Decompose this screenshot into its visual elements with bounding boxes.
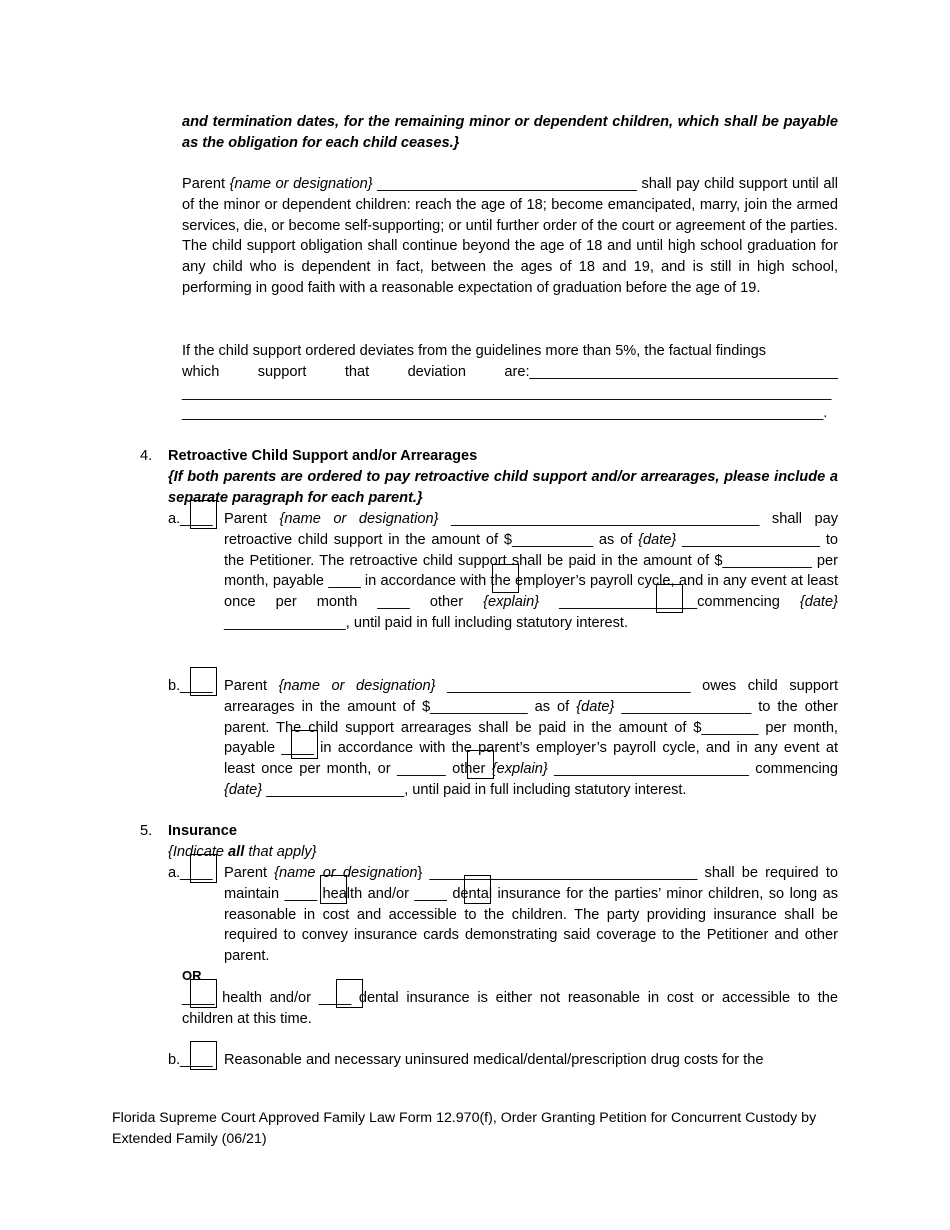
checkbox-4a-parent[interactable]	[190, 500, 217, 529]
item-4a-pre: ____	[180, 511, 213, 527]
footer-line-2: Extended Family (06/21)	[112, 1131, 267, 1147]
checkbox-4b-parent[interactable]	[190, 667, 217, 696]
section-5-title: Insurance	[168, 823, 237, 839]
section-4-number: 4.	[140, 448, 153, 464]
section-4-note: {If both parents are ordered to pay retroactive child support and/or arrearages, please include a separate paragraph for each parent.}	[168, 469, 838, 506]
or-label: OR	[182, 968, 202, 983]
deviation-paragraph: If the child support ordered deviates from the guidelines more than 5%, the factual findings which support that deviation are:______________________________________ ________________________________________________________________________________ _______________________________________________________________________________.	[182, 341, 838, 424]
item-4a-text: Parent {name or designation} ______________________________________ shall pay retroactive child support in the amount of $__________ as of {date} _________________ to the Petitioner. The retroactive child support shall be paid in the amount of $___________ per month, payable ____ in accordance with the employer’s payroll cycle, and in any event at least once per month ____ other {explain} _________________commencing {date} _______________, until paid in full including statutory interest.	[224, 511, 838, 631]
section-4-title: Retroactive Child Support and/or Arrearages	[168, 448, 478, 464]
checkbox-5a-health[interactable]	[320, 875, 347, 904]
checkbox-or-health[interactable]	[190, 979, 217, 1008]
checkbox-or-dental[interactable]	[336, 979, 363, 1008]
deviation-line-2: which support that deviation are:______________________________________	[182, 362, 838, 383]
intro-text: and termination dates, for the remaining minor or dependent children, which shall be payable as the obligation for each child ceases.}	[182, 114, 838, 151]
deviation-findings-line-4[interactable]: _______________________________________________________________________________.	[182, 405, 828, 422]
checkbox-5a-dental[interactable]	[464, 875, 491, 904]
checkbox-4b-other[interactable]	[467, 750, 494, 779]
item-5a-label: a.	[168, 865, 181, 881]
item-5a-pre: ____	[180, 865, 213, 881]
checkbox-4a-other[interactable]	[656, 584, 683, 613]
item-4b-text: Parent {name or designation} ______________________________ owes child support arrearages in the amount of $____________ as of {date} ________________ to the other parent. The child support arrearages shall be paid in the amount of $_______ per month, payable ____ in accordance with the parent’s employer’s payroll cycle, and in any event at least once per month, or ______ other {explain} ________________________ commencing {date} _________________, until paid in full including statutory interest.	[224, 678, 839, 798]
item-5b-text: Reasonable and necessary uninsured medical/dental/prescription drug costs for the	[224, 1052, 764, 1068]
item-4a-label: a.	[168, 511, 181, 527]
item-5a-text: Parent {name or designation} _________________________________ shall be required to maintain ____ health and/or ____ dental insurance for the parties’ minor children, so long as reasonable in cost and accessible to the children. The party providing insurance shall be required to convey insurance cards demonstrating said coverage to the Petitioner and other parent.	[224, 865, 839, 965]
section-5-note: {Indicate all that apply}	[168, 844, 317, 860]
checkbox-4b-payroll[interactable]	[291, 730, 318, 759]
item-5b-label: b.	[168, 1052, 181, 1068]
parent-name-blank[interactable]: ________________________________	[372, 176, 642, 192]
deviation-findings-blank[interactable]: are:______________________________________	[504, 363, 838, 380]
form-footer	[112, 1108, 852, 1150]
section-5-number: 5.	[140, 823, 153, 839]
item-4b-label: b.	[168, 678, 181, 694]
or-text: ____ health and/or ____ dental insurance is either not reasonable in cost or accessible to the children at this time.	[182, 990, 838, 1027]
support-paragraph: Parent {name or designation} ________________________________ shall pay child support until all of the minor or dependent children: reach the age of 18; become emancipated, marry, join the armed services, die, or become self-supporting; or until further order of the court or agreement of the parties. The child support obligation shall continue beyond the age of 18 and until high school graduation for any child who is dependent in fact, between the ages of 18 and 19, and is still in high school, performing in good faith with a reasonable expectation of graduation before the age of 19.	[182, 176, 838, 296]
footer-line-1: Florida Supreme Court Approved Family Law Form 12.970(f), Order Granting Petition for Concurrent Custody by	[112, 1110, 817, 1126]
checkbox-5b[interactable]	[190, 1041, 217, 1070]
item-4b-pre: ____	[180, 678, 213, 694]
checkbox-4a-payroll[interactable]	[492, 564, 519, 593]
deviation-findings-line-3[interactable]: ________________________________________________________________________________	[182, 384, 832, 401]
checkbox-5a-parent[interactable]	[190, 854, 217, 883]
item-5b-pre: ____	[180, 1052, 213, 1068]
